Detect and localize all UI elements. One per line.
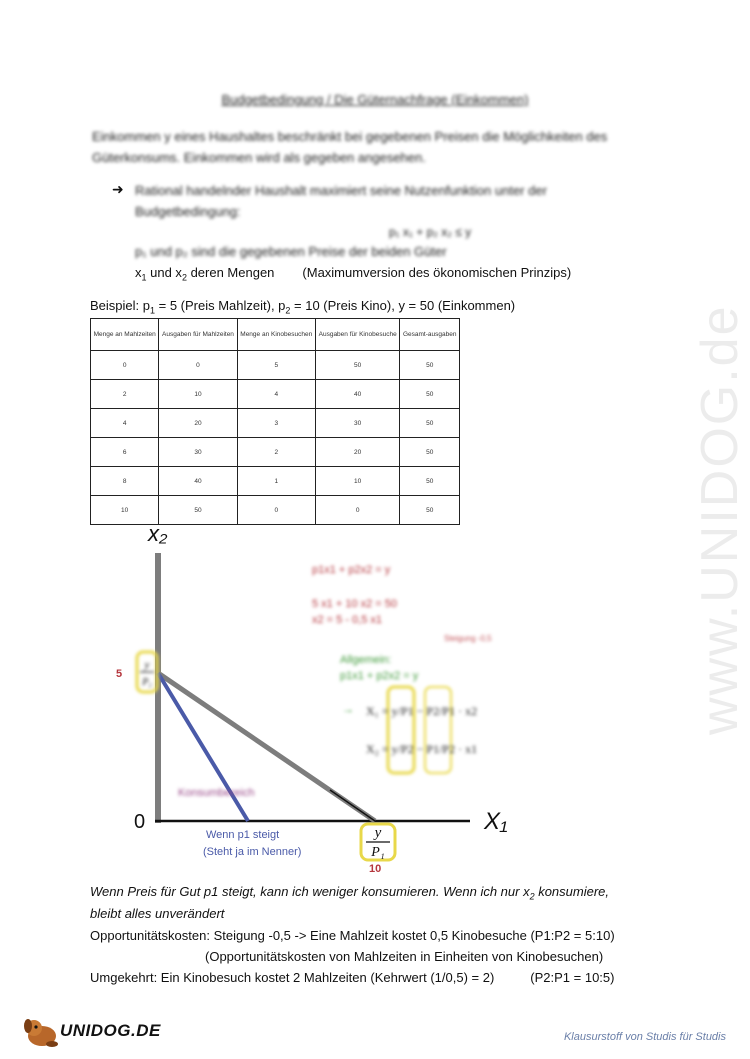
table-cell: 0	[159, 351, 237, 380]
red-equations	[312, 564, 492, 643]
x2-axis-label: x₂	[148, 521, 168, 546]
solutions-block	[342, 687, 477, 773]
table-header-cell: Ausgaben für Mahlzeiten	[159, 319, 237, 351]
table-header-cell: Ausgaben für Kinobesuche	[315, 319, 400, 351]
table-cell: 3	[237, 409, 315, 438]
svg-text:5 x1 + 10 x2 = 50: 5 x1 + 10 x2 = 50	[312, 598, 398, 610]
table-cell: 2	[237, 438, 315, 467]
x1-axis-label: X₁	[484, 808, 508, 835]
table-header-cell: Menge an Kinobesuchen	[237, 319, 315, 351]
table-header-cell: Menge an Mahlzeiten	[91, 319, 159, 351]
quantities-note: $x_1$ und $x_2$ deren Mengen (Maximumversion des ökonomischen Prinzips)	[135, 265, 572, 283]
opportunity-cost-note: (Opportunitätskosten von Mahlzeiten in Einheiten von Kinobesuchen)	[205, 949, 604, 964]
logo-text: UNIDOG.DE	[60, 1021, 161, 1040]
table-header-cell: Gesamt-ausgaben	[400, 319, 460, 351]
table-cell: 20	[159, 409, 237, 438]
table-cell: 50	[400, 438, 460, 467]
table-cell: 1	[237, 467, 315, 496]
table-cell: 40	[159, 467, 237, 496]
y-intercept-fraction	[137, 652, 157, 692]
table-cell: 10	[159, 380, 237, 409]
table-cell: 10	[91, 496, 159, 525]
svg-text:x2 = 5 - 0,5 x1: x2 = 5 - 0,5 x1	[312, 614, 383, 626]
svg-text:p1x1 + p2x2 = y: p1x1 + p2x2 = y	[312, 564, 391, 576]
origin-label: 0	[134, 811, 146, 833]
svg-text:y: y	[374, 825, 382, 841]
svg-text:X₁ = y/P1 − P2/P1 · x2: X₁ = y/P1 − P2/P1 · x2	[366, 704, 478, 718]
table-cell: 0	[315, 496, 400, 525]
table-cell: 2	[91, 380, 159, 409]
table-cell: 8	[91, 467, 159, 496]
svg-text:y: y	[144, 659, 150, 671]
table-cell: 50	[400, 409, 460, 438]
table-cell: 6	[91, 438, 159, 467]
table-cell: 50	[159, 496, 237, 525]
table-cell: 4	[91, 409, 159, 438]
table-cell: 0	[237, 496, 315, 525]
svg-text:Steigung -0,5: Steigung -0,5	[444, 634, 492, 643]
svg-text:P₁: P₁	[371, 845, 385, 860]
watermark: www.UNIDOG.de	[691, 304, 749, 735]
consumption-region-label: Konsumbereich	[178, 787, 255, 799]
svg-text:p1x1 + p2x2 = y: p1x1 + p2x2 = y	[340, 670, 419, 682]
p1-rises-note: (Steht ja im Nenner)	[203, 846, 302, 858]
table-cell: 50	[400, 380, 460, 409]
table-cell: 30	[315, 409, 400, 438]
table-cell: 50	[400, 351, 460, 380]
svg-text:X₂ = y/P2 − P1/P2 · x1: X₂ = y/P2 − P1/P2 · x1	[366, 742, 478, 756]
table-cell: 4	[237, 380, 315, 409]
green-general-equation	[340, 654, 419, 682]
page-heading: Budgetbedingung / Die Güternachfrage (Einkommen)	[221, 92, 529, 107]
example-line: Beispiel: $p_1 = 5$ (Preis Mahlzeit), $p_2 = 10$ (Preis Kino), y = 50 (Einkommen)	[90, 298, 516, 316]
x-intercept-value: 10	[369, 863, 382, 875]
svg-text:Allgemein:: Allgemein:	[340, 654, 392, 666]
table-cell: 0	[91, 351, 159, 380]
arrow-bullet-icon: ➜	[112, 181, 124, 197]
italic-line-1: Wenn Preis für Gut p1 steigt, kann ich weniger konsumieren. Wenn ich nur $x_2$ konsumiere,	[90, 884, 610, 902]
budget-line-end	[330, 790, 375, 821]
prices-note: p₁ und p₂ sind die gegebenen Preise der beiden Güter	[135, 244, 447, 259]
quantities-aside: (Maximumversion des ökonomischen Prinzips)	[302, 265, 572, 280]
svg-text:P₂: P₂	[142, 677, 152, 688]
table-cell: 40	[315, 380, 400, 409]
table-header-row	[91, 319, 460, 351]
table-row	[91, 467, 460, 496]
table-cell: 50	[400, 496, 460, 525]
table-cell: 10	[315, 467, 400, 496]
table-cell: 5	[237, 351, 315, 380]
bullet-paragraph: Rational handelnder Haushalt maximiert seine Nutzenfunktion unter der Budgetbedingung:	[135, 183, 547, 219]
reverse-line: Umgekehrt: Ein Kinobesuch kostet 2 Mahlzeiten (Kehrwert (1/0,5) = 2) (P2:P1 = 10:5)	[90, 970, 615, 985]
italic-line-2: bleibt alles unverändert	[90, 906, 225, 921]
table-cell: 50	[400, 467, 460, 496]
svg-text:→: →	[342, 702, 354, 716]
opportunity-cost-line: Opportunitätskosten: Steigung -0,5 -> Eine Mahlzeit kostet 0,5 Kinobesuche (P1:P2 = 5:10)	[90, 928, 615, 943]
table-row	[91, 380, 460, 409]
budget-formula: p₁ x₁ + p₂ x₂ ≤ y	[388, 225, 472, 239]
footer-tagline: Klausurstoff von Studis für Studis	[563, 1031, 726, 1043]
table-row	[91, 409, 460, 438]
table-cell: 50	[315, 351, 400, 380]
dog-logo-icon	[22, 1016, 62, 1048]
table-row	[91, 351, 460, 380]
table-cell: 20	[315, 438, 400, 467]
intro-paragraph: Einkommen y eines Haushaltes beschränkt bei gegebenen Preisen die Möglichkeiten des Güterkonsums. Einkommen wird als gegeben angesehen.	[92, 129, 608, 165]
table-row	[91, 438, 460, 467]
budget-graph	[0, 515, 750, 880]
reverse-ratio: (P2:P1 = 10:5)	[530, 970, 615, 985]
x-intercept-fraction	[361, 824, 395, 860]
budget-table	[90, 318, 460, 525]
p1-rises-label: Wenn p1 steigt	[206, 829, 280, 841]
y-intercept-value: 5	[116, 668, 123, 680]
table-cell: 30	[159, 438, 237, 467]
